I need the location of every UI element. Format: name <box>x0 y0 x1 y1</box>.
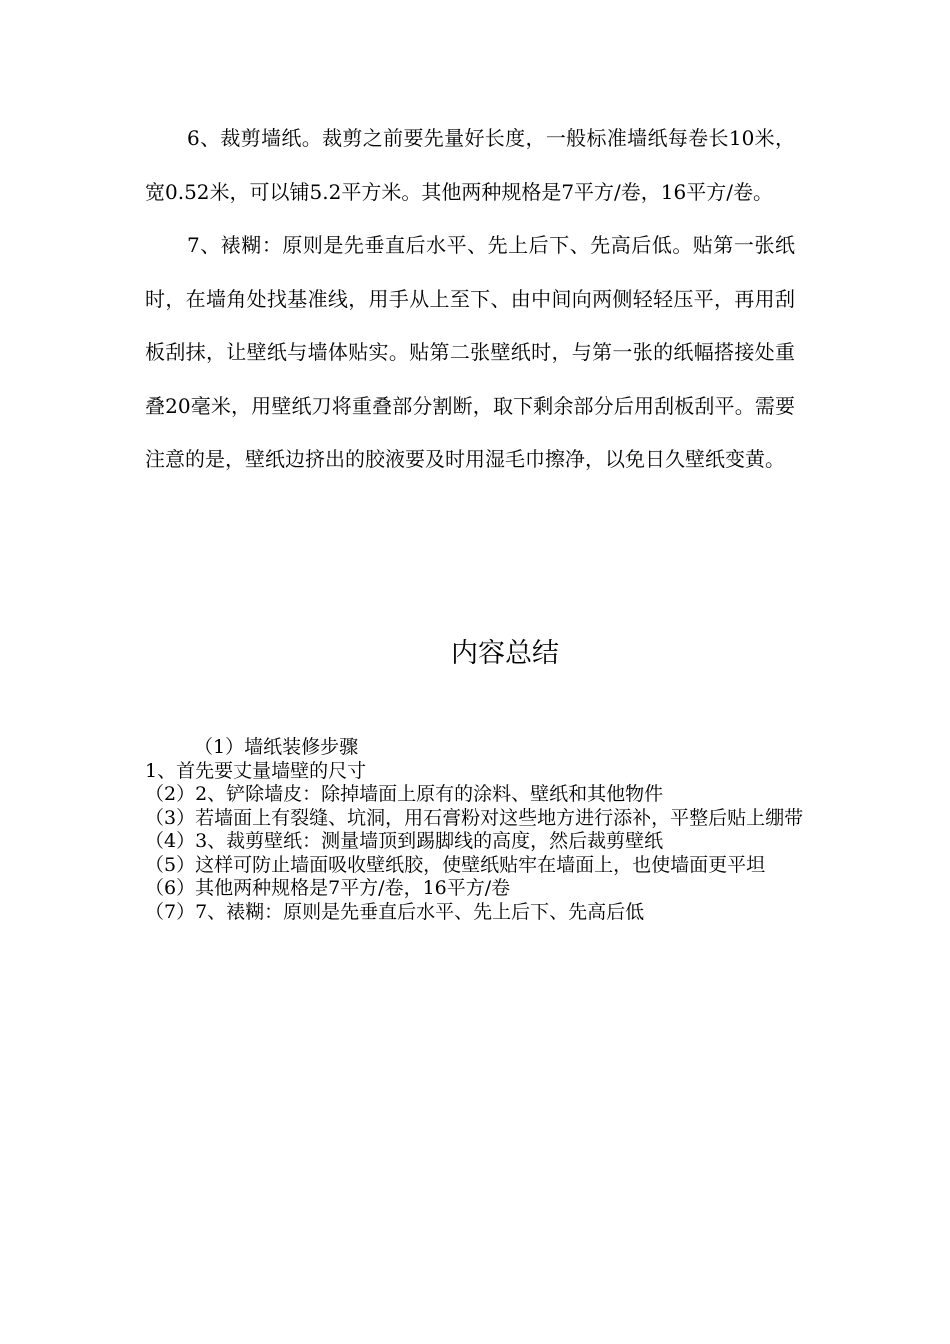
summary-item: （7）7、裱糊：原则是先垂直后水平、先上后下、先高后低 <box>145 900 645 923</box>
summary-item: （5）这样可防止墙面吸收壁纸胶，使壁纸贴牢在墙面上，也使墙面更平坦 <box>145 853 766 876</box>
summary-item: （4）3、裁剪壁纸：测量墙顶到踢脚线的高度，然后裁剪壁纸 <box>145 830 664 852</box>
summary-item: （2）2、铲除墙皮：除掉墙面上原有的涂料、壁纸和其他物件 <box>145 783 664 805</box>
summary-item: 1、首先要丈量墙壁的尺寸 <box>145 759 367 782</box>
paragraph-pasting-wallpaper: 7、裱糊：原则是先垂直后水平、先上后下、先高后低。贴第一张纸时，在墙角处找基准线，用手从上至下、由中间向两侧轻轻压平，再用刮板刮抹，让壁纸与墙体贴实。贴第二张壁纸时，与第一张的纸幅搭接处重叠20毫米，用壁纸刀将重叠部分割断，取下剩余部分后用刮板刮平。需要注意的是，壁纸边挤出的胶液要及时用湿毛巾擦净，以免日久壁纸变黄。 <box>145 233 795 471</box>
summary-item: （1）墙纸装修步骤 <box>194 736 359 758</box>
summary-item: （6）其他两种规格是7平方/卷，16平方/卷 <box>145 877 511 899</box>
summary-title: 内容总结 <box>451 638 559 669</box>
body-text <box>145 112 795 487</box>
paragraph-cutting-wallpaper: 6、裁剪墙纸。裁剪之前要先量好长度，一般标准墙纸每卷长10米，宽0.52米，可以铺5.2平方米。其他两种规格是7平方/卷，16平方/卷。 <box>145 126 795 204</box>
summary-list <box>145 736 805 924</box>
summary-item: （3）若墙面上有裂缝、坑洞，用石膏粉对这些地方进行添补，平整后贴上绷带 <box>145 806 804 829</box>
